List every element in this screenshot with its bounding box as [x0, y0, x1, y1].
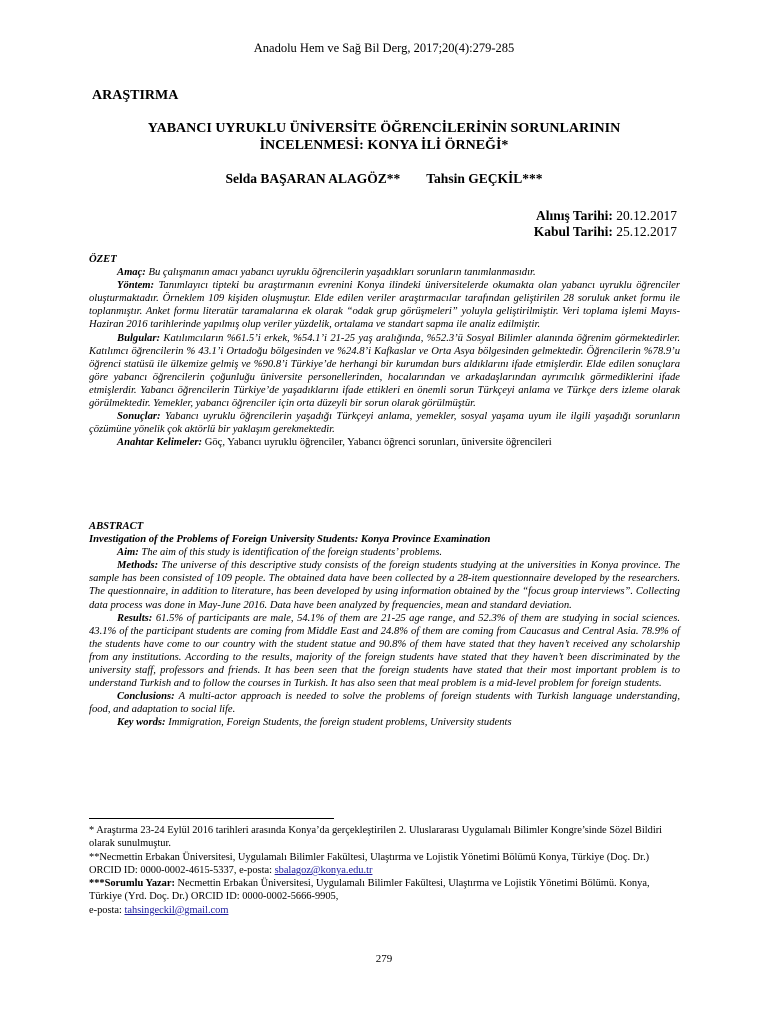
- methods-text: The universe of this descriptive study consists of the foreign students studying at the universities in Konya province. The sample has been consisted of 109 people. The obtained data have been collected by a 28-item questionnaire developed by the researchers. The questionnaire, in addition to literature, has been developed by using information obtained by the “focus group interviews”. Collecting data process was done in May-June 2016. Data have been analyzed by frequencies, mean and standard deviation.: [89, 560, 680, 611]
- kelimeler-label: Anahtar Kelimeler:: [117, 437, 203, 449]
- abstract-heading: [89, 520, 680, 533]
- ozet-section: [89, 253, 680, 449]
- author-2: Tahsin GEÇKİL***: [426, 171, 543, 186]
- conclusions-text: A multi-actor approach is needed to solve the problems of foreign students with Turkish language understanding, food, and adaptation to social life.: [89, 691, 680, 716]
- aim-label: Aim:: [117, 547, 139, 559]
- received-date-line: [534, 208, 677, 224]
- keywords-text: Immigration, Foreign Students, the foreign student problems, University students: [165, 717, 512, 729]
- ozet-heading-text: ÖZET: [89, 254, 117, 265]
- received-label: Alınış Tarihi:: [535, 208, 613, 223]
- abstract-heading-text: ABSTRACT: [89, 521, 144, 532]
- footnotes: [89, 824, 684, 917]
- bulgular-label: Bulgular:: [117, 332, 160, 344]
- email-link-1[interactable]: sbalagoz@konya.edu.tr: [274, 864, 373, 876]
- yontem-text: Tanımlayıcı tipteki bu araştırmanın evrenini Konya ilindeki üniversitelerde okumakta olan yabancı uyruklu öğrenciler oluşturmaktadır. Örneklem 109 kişiden oluşmuştur. Elde edilen veriler araştırmacılar tarafından geliştirilen 28 soruluk anket formu ile toplanmıştır. Anket formu literatür taramalarına ek olarak “odak grup görüşmeleri” yoluyla geliştirilmiştir. Veri toplama işlemi Mayıs-Haziran 2016 tarihlerinde yapılmış olup veriler yüzdelik, ortalama ve standart sapma ile analiz edilmiştir.: [89, 280, 680, 331]
- accepted-label: Kabul Tarihi:: [533, 224, 613, 239]
- yontem-label: Yöntem:: [117, 280, 155, 292]
- author-1: Selda BAŞARAN ALAGÖZ**: [225, 171, 401, 186]
- ozet-sonuclar: [89, 410, 680, 436]
- footnote-divider: [89, 818, 334, 819]
- title-line-1: YABANCI UYRUKLU ÜNİVERSİTE ÖĞRENCİLERİNİN SORUNLARININ: [147, 121, 621, 136]
- methods-label: Methods:: [117, 560, 159, 572]
- abstract-keywords: [89, 716, 680, 729]
- aim-text: The aim of this study is identification of the foreign students’ problems.: [138, 547, 442, 559]
- abstract-title: [89, 533, 680, 546]
- author-list: [0, 171, 768, 187]
- sonuclar-text: Yabancı uyruklu öğrencilerin yaşadığı Türkçeyi anlama, yemekler, sosyal yaşama uyum ile ilgili yaşadığı sorunların çözümüne yönelik çok aktörlü bir yaklaşım gerekmektedir.: [89, 411, 680, 436]
- abstract-section: [89, 520, 680, 730]
- accepted-date-line: [534, 224, 677, 240]
- ozet-yontem: [89, 279, 680, 331]
- accepted-date: 25.12.2017: [616, 224, 677, 239]
- amac-text: Bu çalışmanın amacı yabancı uyruklu öğrencilerin yaşadıkları sorunların tanımlanmasıdır.: [145, 267, 536, 279]
- footnote-3-text: Necmettin Erbakan Üniversitesi, Uygulamalı Bilimler Fakültesi, Ulaştırma ve Lojistik Yönetimi Bölümü. Konya, Türkiye (Yrd. Doç. Dr.) ORCID ID: 0000-0002-5666-9905,: [89, 878, 650, 903]
- results-label: Results:: [117, 612, 153, 624]
- footnote-3: [89, 877, 684, 904]
- email-prefix: e-posta:: [89, 904, 125, 916]
- kelimeler-text: Göç, Yabancı uyruklu öğrenciler, Yabancı öğrenci sorunları, üniversite öğrencileri: [202, 437, 552, 449]
- abstract-conclusions: [89, 690, 680, 716]
- footnote-2: [89, 851, 684, 878]
- abstract-results: [89, 612, 680, 691]
- abstract-methods: [89, 559, 680, 611]
- footnote-2-text: **Necmettin Erbakan Üniversitesi, Uygulamalı Bilimler Fakültesi, Ulaştırma ve Lojistik Yönetimi Bölümü Konya, Türkiye (Doç. Dr.) ORCID ID: 0000-0002-4615-5337, e-posta:: [89, 851, 650, 876]
- footnote-1: * Araştırma 23-24 Eylül 2016 tarihleri arasında Konya’da gerçekleştirilen 2. Uluslararası Uygulamalı Bilimler Kongre’sinde Sözel Bildiri olarak sunulmuştur.: [89, 825, 663, 850]
- submission-dates: [534, 208, 677, 240]
- ozet-amac: [89, 266, 680, 279]
- abstract-aim: [89, 546, 680, 559]
- paper-title: [60, 120, 708, 154]
- received-date: 20.12.2017: [616, 208, 677, 223]
- ozet-heading: [89, 253, 680, 266]
- bulgular-text: Katılımcıların %61.5’i erkek, %54.1’i 21-25 yaş aralığında, %52.3’ü Sosyal Bilimler alanında öğrenim görmektedirler. Katılımcı öğrencilerin % 43.1’i Ortadoğu bölgesinden ve %24.8’i Kafkaslar ve Orta Asya bölgesinden gelmektedir. Öğrencilerin %78.9’u öğrenci statüsü ile ülkemize gelmiş ve %90.8’i Türkiye’de herhangi bir kurumdan burs aldıklarını ifade etmişlerdir. Elde edilen sonuçlara göre yabancı öğrencilerin çoğunluğu üniversite personellerinden, hocalarından ve arkadaşlarından ayrımcılık görmediklerini ifade etmişlerdir. Yabancı öğrencilerin Türkiye’de yaşadıklarını ifade ettikleri en önemli sorun Türkçeyi anlama ve Türkçe ders izleme olarak görülmektedir. Yemekler, yabancı öğrenciler için orta düzeyli bir sorun olarak görülmüştür.: [89, 332, 680, 410]
- results-text: 61.5% of participants are male, 54.1% of them are 21-25 age range, and 52.3% of them are studying in social sciences. 43.1% of the participant students are coming from Middle East and 24.8% of them are coming from Caucasus and Central Asia. 78.9% of the students have come to our country with the student statue and 90.8% of them have stated that they haven’t received any scholarship from any institutions. According to the results, majority of the foreign students have stated that they haven’t been discriminated by the university staff, professors and friends. It has been seen that the foreign students have stated that their most important problem is to understand Turkish and to follow the courses in Turkish. It has also seen that meal problem is a mid-level problem for foreign students.: [89, 612, 680, 690]
- conclusions-label: Conclusions:: [117, 691, 175, 703]
- sonuclar-label: Sonuçlar:: [117, 411, 161, 423]
- footnote-3-email-line: [89, 904, 684, 917]
- email-link-2[interactable]: tahsingeckil@gmail.com: [124, 904, 229, 916]
- corresponding-author-label: ***Sorumlu Yazar:: [89, 878, 175, 890]
- section-label: ARAŞTIRMA: [92, 88, 179, 103]
- abstract-title-text: Investigation of the Problems of Foreign University Students: Konya Province Examination: [89, 534, 491, 546]
- page-number: 279: [375, 953, 393, 965]
- amac-label: Amaç:: [117, 267, 146, 279]
- ozet-bulgular: [89, 332, 680, 411]
- ozet-anahtar-kelimeler: [89, 436, 680, 449]
- title-line-2: İNCELENMESİ: KONYA İLİ ÖRNEĞİ*: [259, 138, 509, 153]
- journal-header: Anadolu Hem ve Sağ Bil Derg, 2017;20(4):279-285: [253, 41, 515, 55]
- keywords-label: Key words:: [117, 717, 166, 729]
